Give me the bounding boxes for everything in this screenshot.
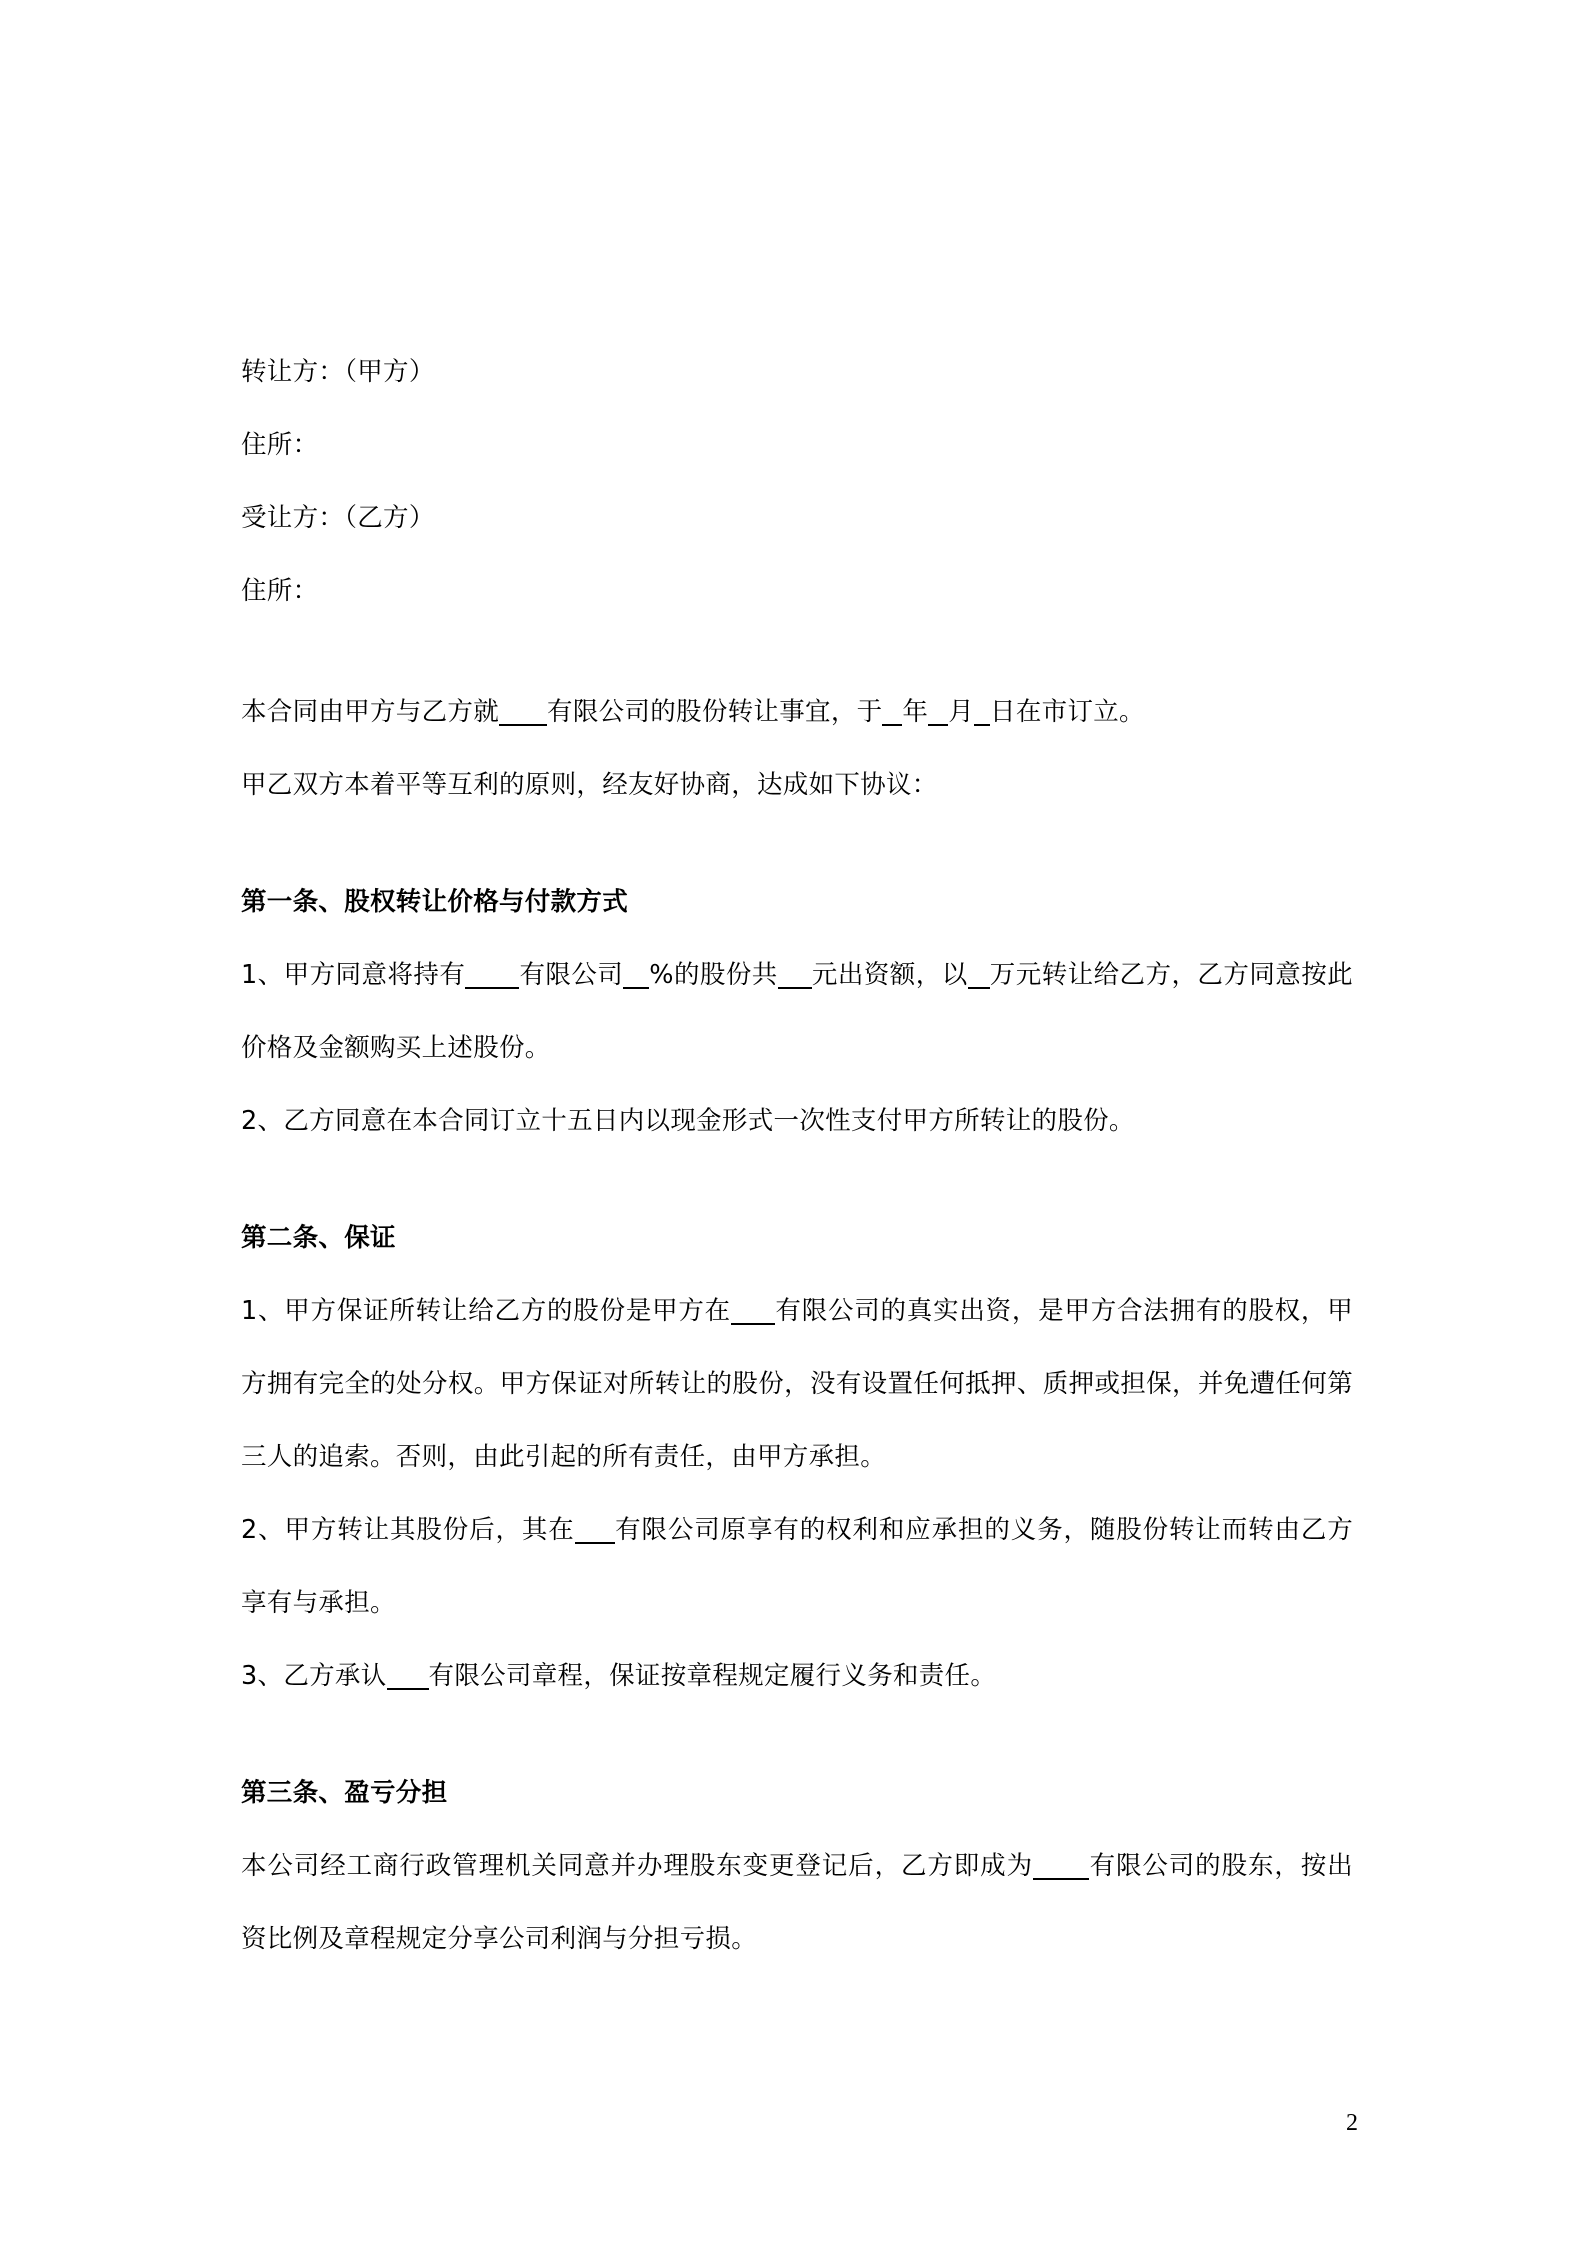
article-text: 有限公司章程，保证按章程规定履行义务和责任。 <box>428 1661 997 1691</box>
company-name-blank <box>1033 1850 1089 1880</box>
month-blank <box>928 696 948 726</box>
article-3-paragraph <box>241 1830 1353 1976</box>
article-text: 有限公司原享有的权利和应承担的义务，随股份转让而转由乙方享有与承担。 <box>241 1515 1354 1618</box>
transferee-label: 受让方：（乙方） <box>241 503 435 533</box>
article-text: 以 <box>941 960 968 990</box>
intro-text: 月 <box>948 697 975 727</box>
price-blank <box>968 959 990 989</box>
page-number: 2 <box>1346 2110 1358 2136</box>
article-1-item-1 <box>241 939 1353 1085</box>
article-text: 1、甲方同意将持有 <box>241 960 466 990</box>
intro-text: 有限公司的股份转让事宜，于 <box>547 697 883 727</box>
article-text: 本公司经工商行政管理机关同意并办理股东变更登记后，乙方即成为 <box>241 1851 1033 1881</box>
intro-text: 日在市订立。 <box>990 697 1145 727</box>
company-name-blank <box>499 696 547 726</box>
percent-blank <box>623 959 649 989</box>
article-text: 1、甲方保证所转让给乙方的股份是甲方在 <box>241 1296 731 1326</box>
article-2-item-2 <box>241 1494 1353 1640</box>
contract-body <box>241 336 1353 1976</box>
article-1-title: 第一条、股权转让价格与付款方式 <box>241 887 629 917</box>
day-blank <box>974 696 990 726</box>
article-text: 有限公司 <box>519 960 624 990</box>
transferee-address-label: 住所： <box>241 576 319 606</box>
article-text: 万元转让给乙方，乙方同意按此价格及金额购买上述股份。 <box>241 960 1353 1063</box>
article-text: %的股份共 <box>649 960 778 990</box>
transferor-label: 转让方：（甲方） <box>241 357 435 387</box>
article-text: 3、乙方承认 <box>241 1661 387 1691</box>
article-text: 有限公司的股东，按出资比例及章程规定分享公司利润与分担亏损。 <box>241 1851 1353 1954</box>
article-2-item-1 <box>241 1275 1353 1494</box>
company-name-blank <box>387 1660 429 1690</box>
article-text: 2、甲方转让其股份后，其在 <box>241 1515 575 1545</box>
intro-text: 本合同由甲方与乙方就 <box>241 697 500 727</box>
intro-paragraph-2: 甲乙双方本着平等互利的原则，经友好协商，达成如下协议： <box>241 770 938 800</box>
company-name-blank <box>465 959 519 989</box>
intro-paragraph-1 <box>241 676 1353 749</box>
company-name-blank <box>575 1514 615 1544</box>
transferor-address-label: 住所： <box>241 430 319 460</box>
article-2-item-3 <box>241 1640 1353 1713</box>
capital-amount-blank <box>778 959 812 989</box>
intro-text: 年 <box>902 697 929 727</box>
article-text: 有限公司的真实出资，是甲方合法拥有的股权，甲方拥有完全的处分权。甲方保证对所转让的股份，没有设置任何抵押、质押或担保，并免遭任何第三人的追索。否则，由此引起的所有责任，由甲方承担。 <box>241 1296 1353 1472</box>
company-name-blank <box>731 1295 775 1325</box>
article-2-title: 第二条、保证 <box>241 1223 396 1253</box>
year-blank <box>882 696 902 726</box>
article-text: 元出资额， <box>811 960 942 990</box>
article-3-title: 第三条、盈亏分担 <box>241 1778 448 1808</box>
article-1-item-2: 2、乙方同意在本合同订立十五日内以现金形式一次性支付甲方所转让的股份。 <box>241 1106 1135 1136</box>
